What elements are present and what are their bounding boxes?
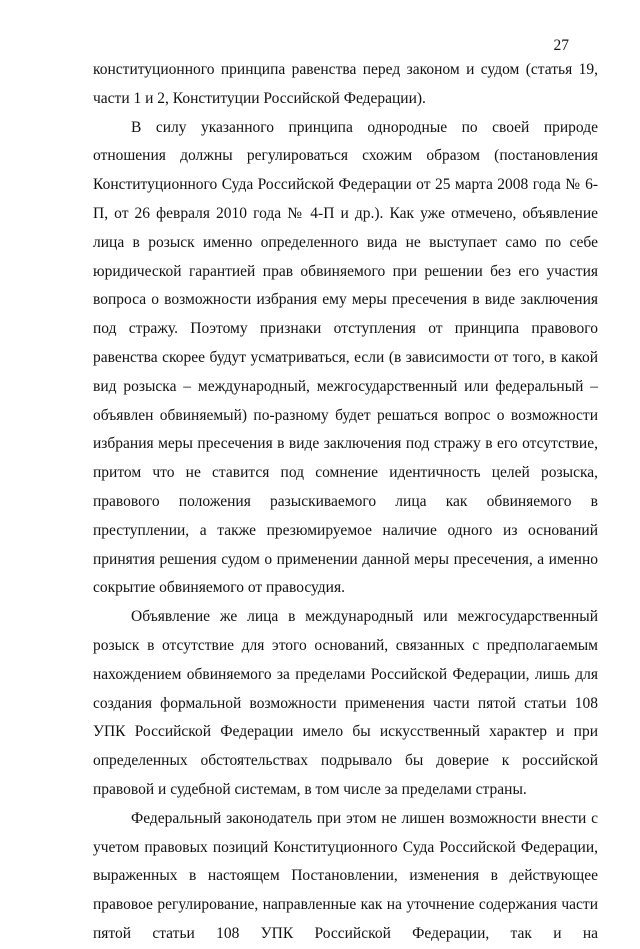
page-number: 27 <box>553 37 569 54</box>
document-body <box>93 56 598 949</box>
paragraph-international-search: Объявление же лица в международный или межгосударственный розыск в отсутствие для этого оснований, связанных с предполагаемым нахождением обвиняемого за пределами Российской Федерации, лишь для создания формальной возможности применения части пятой статьи 108 УПК Российской Федерации имело бы искусственный характер и при определенных обстоятельствах подрывало бы доверие к российской правовой и судебной системам, в том числе за пределами страны. <box>93 608 598 798</box>
paragraph-equality-principle: В силу указанного принципа однородные по своей природе отношения должны регулироваться схожим образом (постановления Конституционного Суда Российской Федерации от 25 марта 2008 года № 6-П, от 26 февраля 2010 года № 4-П и др.). Как уже отмечено, объявление лица в розыск именно определенного вида не выступает само по себе юридической гарантией прав обвиняемого при решении без его участия вопроса о возможности избрания ему меры пресечения в виде заключения под стражу. Поэтому признаки отступления от принципа правового равенства скорее будут усматриваться, если (в зависимости от того, в какой вид розыска – международный, межгосударственный или федеральный – объявлен обвиняемый) по-разному будет решаться вопрос о возможности избрания меры пресечения в виде заключения под стражу в его отсутствие, притом что не ставится под сомнение идентичность целей розыска, правового положения разыскиваемого лица как обвиняемого в преступлении, а также презюмируемое наличие одного из оснований принятия решения судом о применении данной меры пресечения, а именно сокрытие обвиняемого от правосудия. <box>93 118 598 597</box>
paragraph-continuation: конституционного принципа равенства перед законом и судом (статья 19, части 1 и 2, Конституции Российской Федерации). <box>93 61 598 107</box>
paragraph-legislator: Федеральный законодатель при этом не лишен возможности внести с учетом правовых позиций Конституционного Суда Российской Федерации, выраженных в настоящем Постановлении, изменения в действующее правовое регулирование, направленные как на уточнение содержания части пятой статьи 108 УПК Российской Федерации, так и на <box>93 809 598 942</box>
